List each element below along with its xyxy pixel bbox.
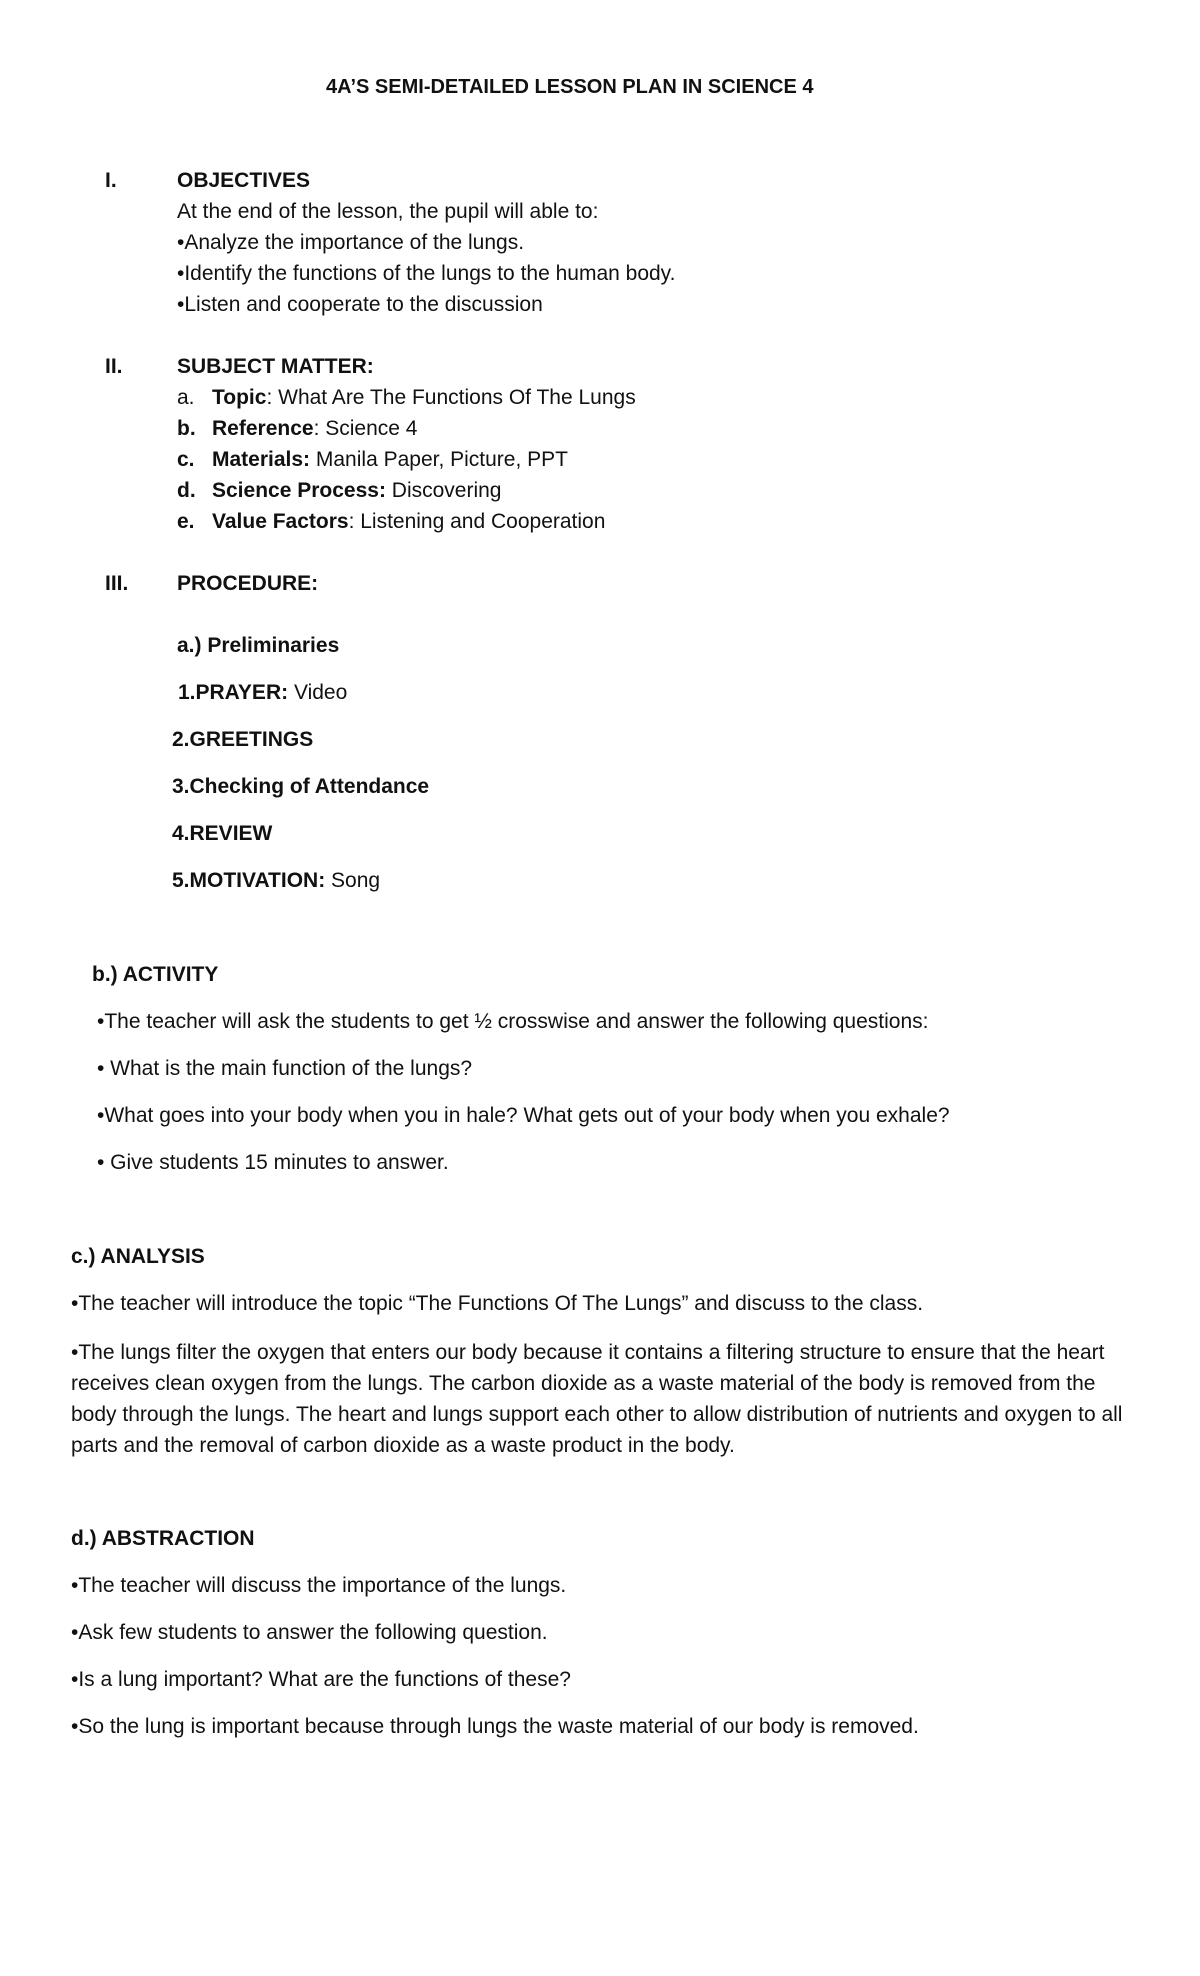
preliminary-item-motivation	[172, 867, 380, 895]
abstraction-item: •So the lung is important because through lungs the waste material of our body is removed.	[71, 1715, 919, 1738]
abstraction-item: •The teacher will discuss the importance of the lungs.	[71, 1574, 567, 1597]
subject-item-letter: c.	[177, 448, 195, 471]
preliminary-item-greetings	[172, 726, 313, 754]
subject-item-letter: b.	[177, 417, 196, 440]
subject-item-letter: e.	[177, 510, 195, 533]
activity-heading: b.) ACTIVITY	[92, 963, 219, 986]
subject-matter-heading: SUBJECT MATTER:	[177, 355, 374, 378]
subject-item-reference	[212, 415, 417, 443]
subject-item-label: Topic	[212, 386, 267, 409]
preliminary-label: 1.PRAYER:	[178, 681, 289, 704]
subject-item-label: Reference	[212, 417, 314, 440]
subject-item-label: Materials:	[212, 448, 311, 471]
abstraction-item: •Ask few students to answer the following question.	[71, 1621, 548, 1644]
subject-item-science-process	[212, 477, 501, 505]
preliminary-item-attendance	[172, 773, 429, 801]
subject-item-value: : What Are The Functions Of The Lungs	[266, 386, 636, 409]
subject-item-label: Value Factors	[212, 510, 349, 533]
activity-item: •The teacher will ask the students to get ½ crosswise and answer the following questions:	[97, 1010, 929, 1033]
preliminary-value: Video	[288, 681, 348, 704]
preliminary-label: 2.GREETINGS	[172, 728, 314, 751]
subject-item-letter: a.	[177, 386, 195, 409]
subject-item-value: : Science 4	[313, 417, 418, 440]
subject-item-value-factors	[212, 508, 605, 536]
preliminaries-heading: a.) Preliminaries	[177, 634, 340, 657]
activity-item: • Give students 15 minutes to answer.	[97, 1151, 449, 1174]
activity-item: •What goes into your body when you in hale? What gets out of your body when you exhale?	[97, 1104, 950, 1127]
subject-item-letter: d.	[177, 479, 196, 502]
preliminary-item-review	[172, 820, 272, 848]
preliminary-label: 4.REVIEW	[172, 822, 273, 845]
analysis-item: •The teacher will introduce the topic “The Functions Of The Lungs” and discuss to the class.	[71, 1292, 924, 1315]
objective-item: •Identify the functions of the lungs to the human body.	[177, 262, 676, 285]
subject-item-value: Discovering	[385, 479, 502, 502]
analysis-paragraph: •The lungs filter the oxygen that enters our body because it contains a filtering structure to ensure that the heart receives clean oxygen from the lungs. The carbon dioxide as a waste material of the body is removed from the body through the lungs. The heart and lungs support each other to allow distribution of nutrients and oxygen to all parts and the removal of carbon dioxide as a waste product in the body.	[71, 1341, 1123, 1457]
objective-item: •Listen and cooperate to the discussion	[177, 293, 543, 316]
subject-item-value: : Listening and Cooperation	[348, 510, 606, 533]
subject-item-value: Manila Paper, Picture, PPT	[310, 448, 568, 471]
subject-item-materials	[212, 446, 568, 474]
objectives-intro: At the end of the lesson, the pupil will able to:	[177, 200, 599, 223]
document-title: 4A’S SEMI-DETAILED LESSON PLAN IN SCIENCE 4	[326, 76, 814, 98]
preliminary-label: 5.MOTIVATION:	[172, 869, 326, 892]
preliminary-label: 3.Checking of Attendance	[172, 775, 430, 798]
analysis-heading: c.) ANALYSIS	[71, 1245, 205, 1268]
objective-item: •Analyze the importance of the lungs.	[177, 231, 525, 254]
preliminary-value: Song	[325, 869, 381, 892]
abstraction-heading: d.) ABSTRACTION	[71, 1527, 255, 1550]
subject-item-label: Science Process:	[212, 479, 386, 502]
preliminary-item-prayer	[178, 679, 347, 707]
objectives-numeral: I.	[105, 169, 117, 192]
subject-item-topic	[212, 384, 636, 412]
procedure-heading: PROCEDURE:	[177, 572, 319, 595]
procedure-numeral: III.	[105, 572, 129, 595]
subject-matter-numeral: II.	[105, 355, 123, 378]
abstraction-item: •Is a lung important? What are the functions of these?	[71, 1668, 571, 1691]
activity-item: • What is the main function of the lungs?	[97, 1057, 473, 1080]
objectives-heading: OBJECTIVES	[177, 169, 311, 192]
